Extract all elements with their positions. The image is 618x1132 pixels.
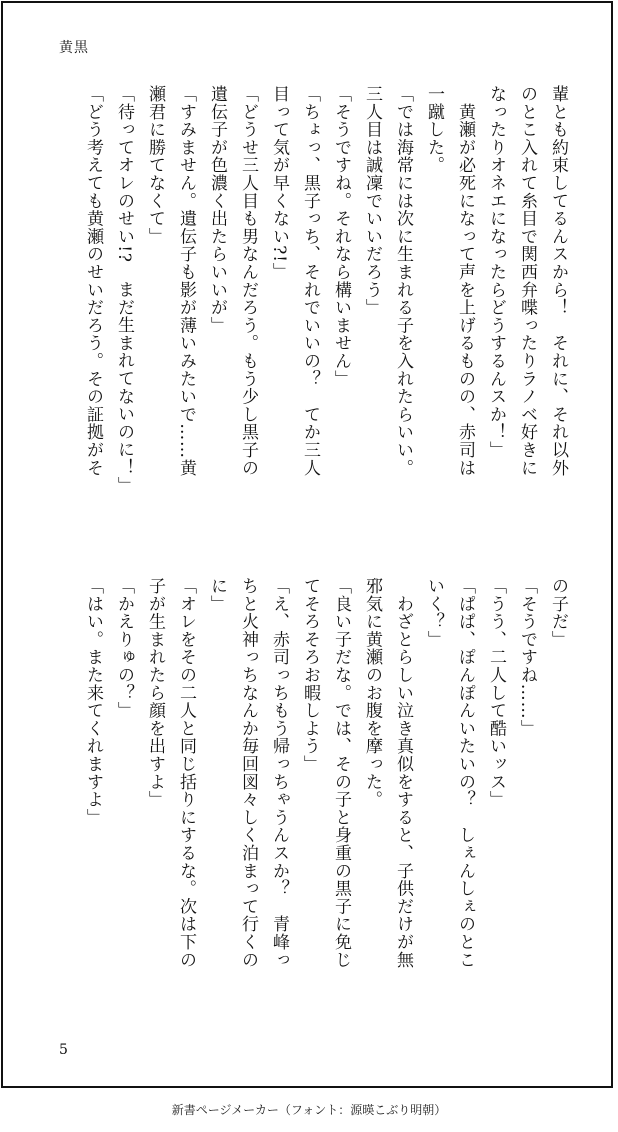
text-line: に」 xyxy=(207,577,227,613)
text-line: 「ぱぱ、ぽんぽんいたいの？ しぇんしぇのとこ xyxy=(455,577,475,969)
text-line: 「そうですね……」 xyxy=(517,577,537,738)
text-block-top xyxy=(77,85,573,557)
text-line: 「良い子だな。では、その子と身重の黒子に免じ xyxy=(331,577,351,969)
text-line: 「かえりゅの？」 xyxy=(114,577,134,720)
text-line: 「ちょっ、黒子っち、それでいいの？ てか三人 xyxy=(300,85,320,477)
text-line: てそろそろお暇しよう」 xyxy=(300,577,320,773)
text-line: のとこ入れて糸目で関西弁喋ったりラノベ好きに xyxy=(517,85,537,477)
text-line: なったりオネエになったらどうするんスか！」 xyxy=(486,85,506,459)
text-line: 「すみません。遺伝子も影が薄いみたいで……黄 xyxy=(176,85,196,477)
text-line: 遺伝子が色濃く出たらいいが」 xyxy=(207,85,227,335)
text-line: 「うう、二人して酷いッス」 xyxy=(486,577,506,809)
text-line: 三人目は誠凜でいいだろう」 xyxy=(362,85,382,317)
header-title: 黄黒 xyxy=(59,40,89,56)
text-line: 瀬君に勝てなくて」 xyxy=(145,85,165,246)
page-frame xyxy=(1,1,613,1088)
text-line: 「はい。また来てくれますよ」 xyxy=(83,577,103,827)
text-line: 目って気が早くない?!」 xyxy=(269,85,289,281)
text-line: 「どうせ三人目も男なんだろう。もう少し黒子の xyxy=(238,85,258,477)
text-line: いく？」 xyxy=(424,577,444,649)
text-line: 子が生まれたら顔を出すよ」 xyxy=(145,577,165,809)
text-line: 「オレをその二人と同じ括りにするな。次は下の xyxy=(176,577,196,969)
text-line: 一蹴した。 xyxy=(424,85,444,174)
page-number: 5 xyxy=(59,1042,68,1058)
text-line: わざとらしい泣き真似をすると、子供だけが無 xyxy=(393,577,413,969)
text-block-bottom xyxy=(77,577,573,1049)
text-line: 黄瀬が必死になって声を上げるものの、赤司は xyxy=(455,85,475,477)
text-line: 邪気に黄瀬のお腹を摩った。 xyxy=(362,577,382,809)
text-line: 「では海常には次に生まれる子を入れたらいい。 xyxy=(393,85,413,477)
text-line: 「そうですね。それなら構いません」 xyxy=(331,85,351,388)
text-line: 輩とも約束してるんスから！ それに、それ以外 xyxy=(548,85,568,477)
text-line: 「え、赤司っちもう帰っちゃうんスか？ 青峰っ xyxy=(269,577,289,969)
footer-credit: 新書ページメーカー（フォント：源暎こぶり明朝） xyxy=(171,1103,447,1117)
text-line: ちと火神っちなんか毎回図々しく泊まって行くの xyxy=(238,577,258,969)
text-line: 「待ってオレのせい!? まだ生まれてないのに！」 xyxy=(114,85,134,495)
text-line: 「どう考えても黄瀬のせいだろう。その証拠がそ xyxy=(83,85,103,477)
text-line: の子だ」 xyxy=(548,577,568,649)
